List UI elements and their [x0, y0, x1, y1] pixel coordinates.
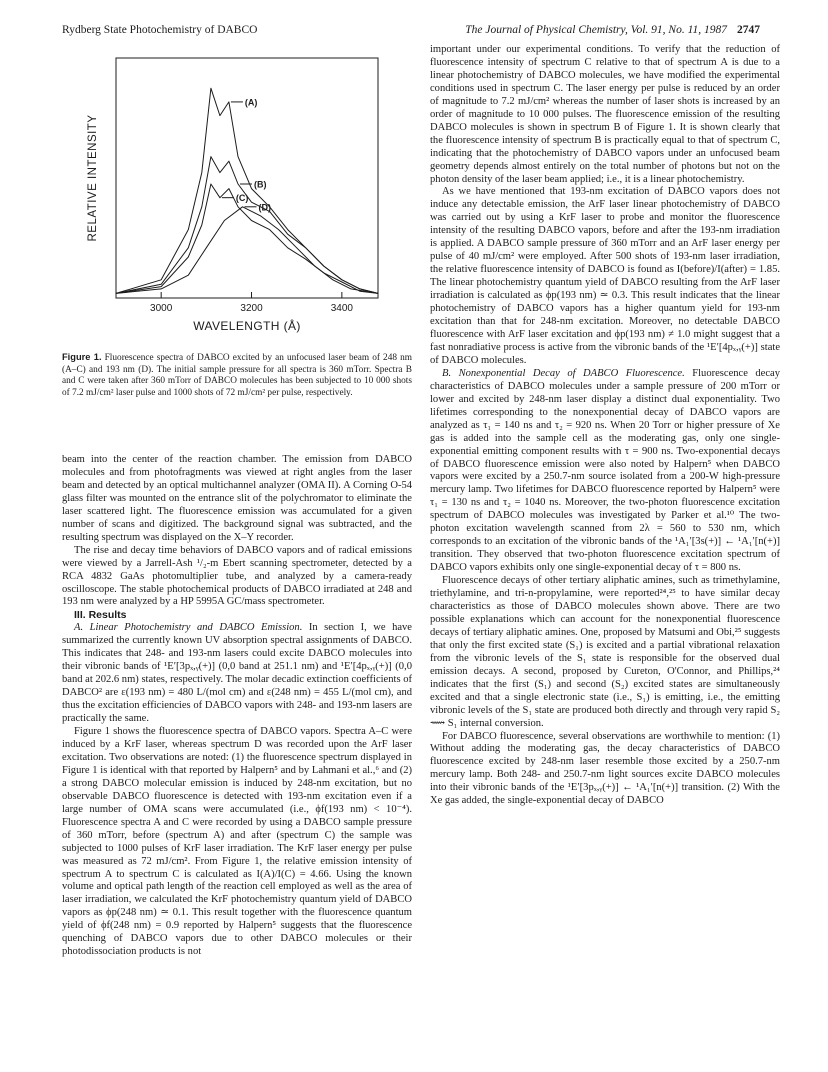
paragraph: As we have mentioned that 193-nm excitation of DABCO vapors does not induce any detectable emission, the ArF laser linear photochemistry of DABCO was carried out by using a KrF laser to probe and monitor the fluorescence intensity of the resulting DABCO vapors, before and after the 193-nm irradiation is applied. A DABCO sample pressure of 360 mTorr and an ArF laser energy per pulse of 40 mJ/cm² were employed. After 500 shots of 193-nm laser irradiation, the relative fluorescence intensity of DABCO is found as I(before)/I(after) = 1.85. The linear photochemistry quantum yield of DABCO resulting from the ArF laser irradiation is calculated as ϕp(193 nm) ≃ 0.3. This result indicates that the linear photochemistry of DABCO vapors has a higher quantum yield for 193-nm excitation than that for 248-nm excitation. Moreover, no detectable DABCO fluorescence with ArF laser excitation and ϕp(193 nm) ≠ 1.0 might suggest that a fast nonradiative process is active from the vibronic bands of the ¹E′[4pₓ,ᵧ(+)] state of DABCO molecules. — [430, 186, 780, 366]
figure-1 — [62, 46, 412, 351]
series-line — [116, 88, 378, 293]
paragraph: For DABCO fluorescence, several observations are worthwhile to mention: (1) Without adding the moderating gas, the decay characteristics of DABCO fluorescence excited by 248-nm laser resemble those excited by a 250.7-nm mercury lamp. Both 248- and 250.7-nm light sources excite DABCO molecules into their vibronic bands of the ¹E′[3pₓ,ᵧ(+)] ← ¹A₁′[n(+)] transition. (2) With the Xe gas added, the single-exponential decay of DABCO — [430, 730, 780, 807]
series-label: (C) — [235, 193, 249, 204]
series-label: (D) — [258, 202, 271, 213]
y-axis-label: RELATIVE INTENSITY — [87, 114, 99, 242]
paragraph: beam into the center of the reaction chamber. The emission from DABCO molecules and from photofragments was viewed at right angles from the laser beam and detected by an optical multichannel analyzer (OMA II). A Corning O-54 glass filter was mounted on the entrance slit of the polychromator to eliminate the laser scattered light. The fluorescence emission was accumulated for a given number of scans and digitized. The background signal was subtracted, and the resulting spectrum was displayed on the X–Y recorder. — [62, 454, 412, 543]
caption-text: Fluorescence spectra of DABCO excited by an unfocused laser beam of 248 nm (A–C) and 193 nm (D). The initial sample pressure for all spectra is 360 mTorr. Spectra B and C were taken after 360 mTorr of DABCO molecules has been subjected to 10 000 shots of 7.2 mJ/cm² laser pulse and 1000 shots of 72 mJ/cm² per pulse, respectively. — [62, 353, 412, 398]
paragraph-text: In section I, we have summarized the currently known UV absorption spectral assignments of DABCO. This indicates that 248- and 193-nm lasers could excite DABCO molecules into their vibronic bands of ¹E′[3pₓ,ᵧ(+)] (0,0 band at 251.1 nm) and ¹E′[4pₓ,ᵧ(+)] (0,0 band at 202.6 nm) states, respectively. The molar decadic extinction coefficients of DABCO² are ε(193 nm) = 480 L/(mol cm) and ε(248 nm) = 455 L/(mol cm), and thus the excitation efficiencies of DABCO vapors with 248- and 193-nm lasers are practically the same. — [62, 622, 412, 725]
running-header-title: Rydberg State Photochemistry of DABCO — [62, 24, 258, 36]
x-tick-label: 3400 — [330, 303, 353, 314]
journal-citation: The Journal of Physical Chemistry, Vol. 91, No. 11, 1987 — [465, 24, 727, 36]
x-tick-label: 3000 — [150, 303, 173, 314]
right-column — [430, 44, 780, 808]
paragraph: important under our experimental conditions. To verify that the reduction of fluorescence intensity of spectrum C relative to that of spectrum A is due to a linear photochemistry of DABCO molecules, we have modified the experimental conditions used in spectrum C. The laser energy per pulse is reduced by an order of magnitude to 7.2 mJ/cm² whereas the number of laser shots is increased by an order of magnitude to 10 000 pulses. The fluorescence emission of the resulting DABCO molecules is shown in spectrum B of Figure 1. It is shown clearly that the fluorescence intensity of spectrum B is practically equal to that of spectrum C, indicating that the photochemistry of DABCO vapors under an unfocused beam geometry depends almost entirely on the total number of photons but not on the photon density of the laser beam applied; i.e., it is a linear photochemistry. — [430, 44, 780, 185]
figure-caption — [62, 352, 412, 399]
x-tick-label: 3200 — [240, 303, 263, 314]
x-axis-label: WAVELENGTH (Å) — [193, 319, 301, 333]
series-label: (A) — [244, 97, 258, 108]
caption-label: Figure 1. — [62, 352, 102, 362]
left-column — [62, 454, 412, 959]
paragraph — [62, 622, 412, 726]
running-header-journal — [465, 24, 760, 36]
fluorescence-spectra-chart — [62, 46, 412, 351]
paragraph: Figure 1 shows the fluorescence spectra of DABCO vapors. Spectra A–C were induced by a KrF laser, whereas spectrum D was recorded upon the ArF laser excitation. Two observations are noted: (1) the fluorescence spectrum displayed in Figure 1 is identical with that reported by Halpern⁵ and by Lahmani et al.,⁶ and (2) a strong DABCO molecular emission is induced by 248-nm excitation, but no observable DABCO fluorescence is detected with 193-nm excitation even if a large number of OMA scans were accumulated (i.e., ϕf(193 nm) < 10⁻⁴). Fluorescence spectra A and C were recorded by using a DABCO sample pressure of 360 mTorr, before (spectrum A) and after (spectrum C) the sample was subjected to 1000 pulses of KrF laser irradiation. The KrF laser energy per pulse was measured as 72 mJ/cm². From Figure 1, the relative emission intensity of spectrum A to spectrum C is calculated as I(A)/I(C) = 4.66. Using the known volume and optical path length of the reaction cell employed as well as the area of laser irradiation, we calculated the KrF photochemistry quantum yield of DABCO vapors as ϕp(248 nm) ≃ 0.1. This result together with the fluorescence quantum yield of ϕf(248 nm) = 0.9 reported by Halpern⁵ suggests that the fluorescence quenching of DABCO vapors due to other DABCO molecules or their photodissociation products is not — [62, 726, 412, 958]
paragraph: Fluorescence decays of other tertiary aliphatic amines, such as trimethylamine, triethylamine, and tri-n-propylamine, were reported²⁴,²⁵ to have similar decay characteristics as those of DABCO molecules shown above. There are two possible explanations which can account for the nonexponential fluorescence decays of tertiary aliphatic amines. One, proposed by Matsumi and Obi,²⁵ suggests that only the first excited state (S₁) is excited and a partial vibrational relaxation from the vibronic levels of the S₁ state is responsible for the observed dual emission decays. A second, proposed by Cureton, O'Connor, and Phillips,²⁴ indicates that the first (S₁) and second (S₂) excited states are simultaneously excited and that a single electronic state (i.e., S₁) is emitting, i.e., the emitting vibronic levels of the S₁ state are produced both directly and through very rapid S₂ ⟿ S₁ internal conversion. — [430, 575, 780, 729]
series-label: (B) — [253, 179, 267, 190]
paragraph — [430, 368, 780, 575]
paragraph-text: Fluorescence decay characteristics of DABCO molecules under a sample pressure of 200 mTorr or lower and excited by 248-nm laser display a distinct dual exponentiality. Two lifetimes corresponding to the nonexponential decay of DABCO vapors are analyzed as τ₁ = 140 ns and τ₂ = 920 ns. When 20 Torr or higher pressure of Xe gas is added into the sample cell as the moderating gas, only one single-exponential emitting component results with τ = 900 ns. Two-exponential decays of DABCO fluorescence emission were also noted by Halpern⁵ when DABCO vapors were excited by a 250.7-nm source isolated from a 200-W high-pressure mercury lamp. Two lifetimes for DABCO fluorescence reported by Halpern⁵ were τ₁ = 130 ns and τ₂ = 1040 ns. Moreover, the two-photon fluorescence excitation spectrum of DABCO molecules was investigated by Parker et al.¹⁰ The two-photon excitation wavelength scanned from 2λ = 560 to 530 nm, which corresponds to an excitation of the vibronic bands of the ¹A₁′[3s(+)] ← ¹A₁′[n(+)] transition. They observed that two-photon fluorescence excitation spectrum of DABCO vapors exhibits only one single-exponential decay of τ = 800 ns. — [430, 367, 781, 574]
section-heading: III. Results — [74, 609, 127, 622]
subsection-title: A. Linear Photochemistry and DABCO Emission. — [74, 622, 303, 634]
paragraph: The rise and decay time behaviors of DABCO vapors and of radical emissions were viewed by a Jarrell-Ash ¹/₂-m Ebert scanning spectrometer, detected by a RCA 4832 GaAs photomultiplier tube, and analyzed by a camera-ready oscilloscope. The stable photochemical products of DABCO irradiated at 248 and 193 nm were analyzed by a HP 5995A GC/mass spectrometer. — [62, 544, 412, 608]
page-number: 2747 — [737, 24, 760, 36]
subsection-title: B. Nonexponential Decay of DABCO Fluorescence. — [442, 367, 685, 379]
